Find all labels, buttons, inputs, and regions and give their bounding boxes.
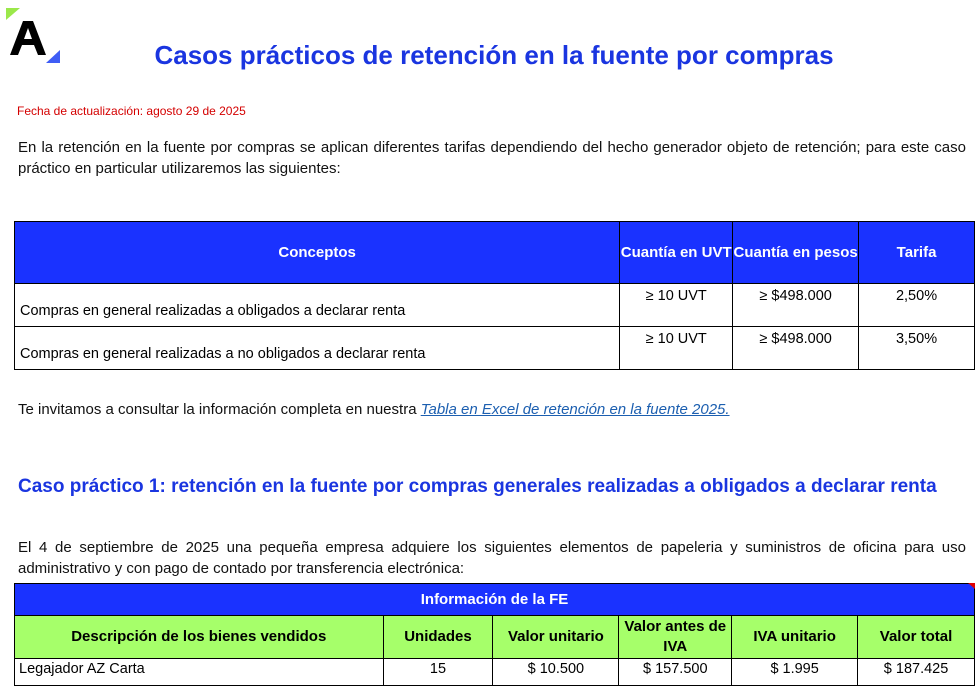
header-valor-total: Valor total: [858, 616, 975, 659]
header-cuantia-pesos: Cuantía en pesos: [733, 222, 859, 284]
header-valor-antes-iva: Valor antes de IVA: [619, 616, 732, 659]
intro-paragraph: En la retención en la fuente por compras se aplican diferentes tarifas dependiendo del hecho generador objeto de retención; para este caso práctico en particular utilizaremos las siguientes:: [18, 139, 966, 177]
pesos-cell: ≥ $498.000: [733, 327, 859, 370]
rates-table: [14, 221, 975, 370]
uvt-cell: ≥ 10 UVT: [620, 327, 733, 370]
header-cuantia-uvt: Cuantía en UVT: [620, 222, 733, 284]
fe-banner: Información de la FE: [15, 584, 975, 616]
total-value-cell: $ 187.425: [858, 659, 975, 686]
comment-indicator-icon: [968, 583, 975, 589]
pre-vat-value-cell: $ 157.500: [619, 659, 732, 686]
table-row: [15, 327, 975, 370]
header-tarifa: Tarifa: [859, 222, 975, 284]
logo-green-accent: [6, 8, 20, 20]
invite-paragraph: [18, 399, 966, 420]
table-row: [15, 284, 975, 327]
header-iva-unitario: IVA unitario: [732, 616, 858, 659]
unit-value-cell: $ 10.500: [493, 659, 619, 686]
update-date: Fecha de actualización: agosto 29 de 2025: [17, 104, 246, 118]
fe-banner-row: [15, 584, 975, 616]
case-1-paragraph: El 4 de septiembre de 2025 una pequeña empresa adquiere los siguientes elementos de papeleria y suministros de oficina para uso administrativo y con pago de contado por transferencia electrónica:: [18, 539, 966, 577]
pesos-cell: ≥ $498.000: [733, 284, 859, 327]
header-descripcion: Descripción de los bienes vendidos: [15, 616, 384, 659]
concept-cell: Compras en general realizadas a obligados a declarar renta: [15, 284, 620, 327]
unit-vat-cell: $ 1.995: [732, 659, 858, 686]
description-cell: Legajador AZ Carta: [15, 659, 384, 686]
excel-table-link[interactable]: Tabla en Excel de retención en la fuente 2025.: [420, 401, 730, 418]
header-unidades: Unidades: [383, 616, 493, 659]
concept-cell: Compras en general realizadas a no obligados a declarar renta: [15, 327, 620, 370]
header-valor-unitario: Valor unitario: [493, 616, 619, 659]
case-1-title: Caso práctico 1: retención en la fuente por compras generales realizadas a obligados a declarar renta: [18, 476, 937, 497]
uvt-cell: ≥ 10 UVT: [620, 284, 733, 327]
units-cell: 15: [383, 659, 493, 686]
table-row: [15, 659, 975, 686]
header-conceptos: Conceptos: [15, 222, 620, 284]
invite-text: Te invitamos a consultar la información completa en nuestra: [18, 401, 421, 418]
fe-table: [14, 583, 975, 686]
rate-cell: 2,50%: [859, 284, 975, 327]
rates-table-header-row: [15, 222, 975, 284]
page-title: Casos prácticos de retención en la fuente por compras: [154, 40, 834, 70]
rate-cell: 3,50%: [859, 327, 975, 370]
fe-header-row: [15, 616, 975, 659]
